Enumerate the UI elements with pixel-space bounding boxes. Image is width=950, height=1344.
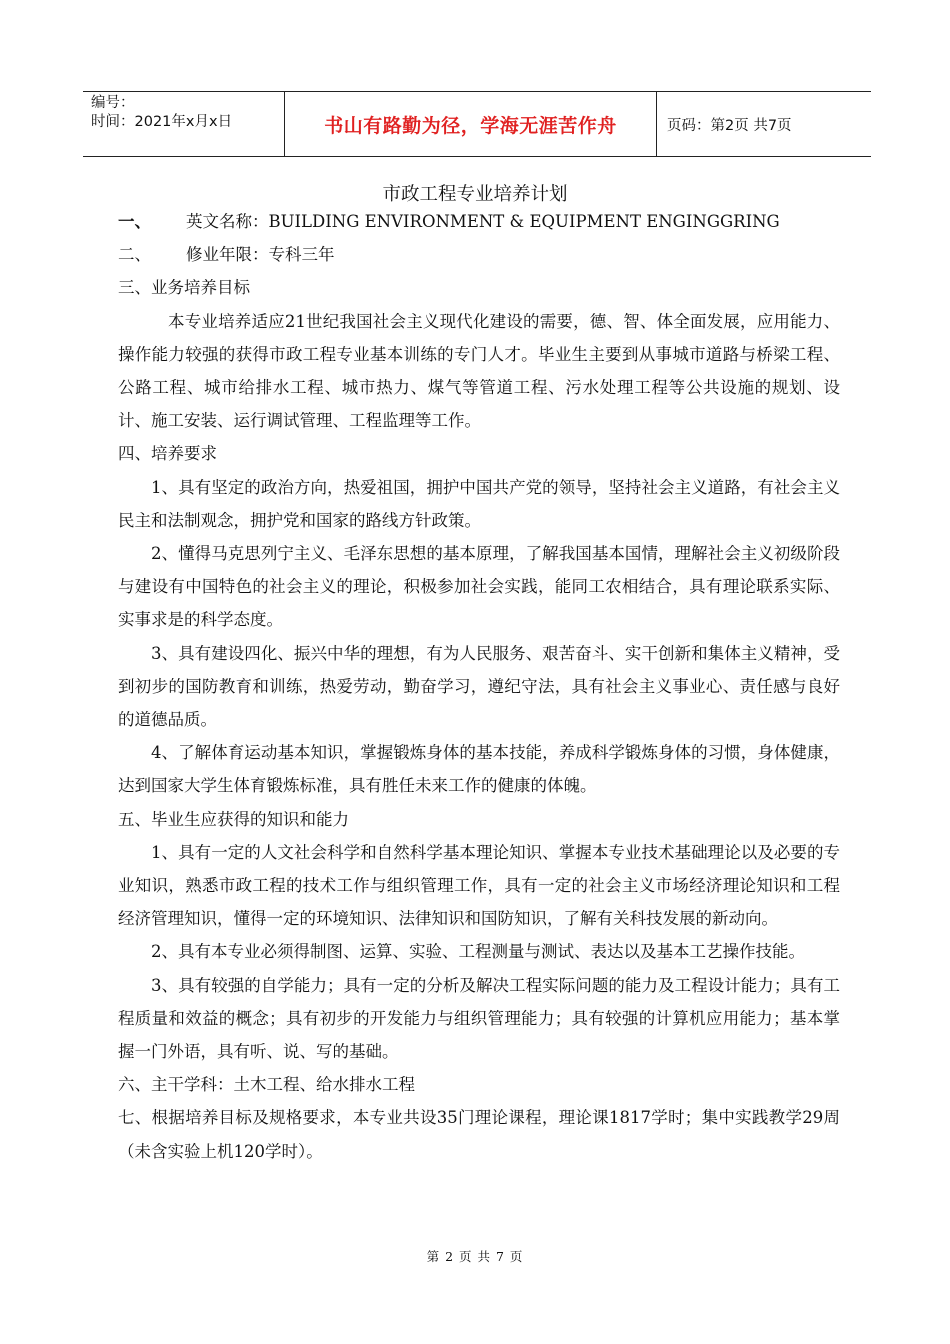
- document-body: [118, 205, 840, 1168]
- section-4-item-3: 3、具有建设四化、振兴中华的理想，有为人民服务、艰苦奋斗、实干创新和集体主义精神，受到初步的国防教育和训练，热爱劳动，勤奋学习，遵纪守法，具有社会主义事业心、责任感与良好的道德品质。: [118, 643, 840, 730]
- section-5-heading: 五、毕业生应获得的知识和能力: [118, 809, 349, 829]
- section-3-paragraph: 本专业培养适应21世纪我国社会主义现代化建设的需要，德、智、体全面发展，应用能力、操作能力较强的获得市政工程专业基本训练的专门人才。毕业生主要到从事城市道路与桥梁工程、公路工程、城市给排水工程、城市热力、煤气等管道工程、污水处理工程等公共设施的规划、设计、施工安装、运行调试管理、工程监理等工作。: [118, 311, 840, 431]
- section-5-item-2: 2、具有本专业必须得制图、运算、实验、工程测量与测试、表达以及基本工艺操作技能。: [151, 942, 805, 962]
- section-4-item-4: 4、了解体育运动基本知识，掌握锻炼身体的基本技能，养成科学锻炼身体的习惯，身体健康，达到国家大学生体育锻炼标准，具有胜任未来工作的健康的体魄。: [118, 743, 840, 796]
- document-title: 市政工程专业培养计划: [382, 184, 568, 205]
- section-1-number: 一、: [118, 212, 151, 231]
- section-2-text: 修业年限：专科三年: [186, 245, 335, 265]
- document-header-table: [83, 91, 871, 157]
- header-page-info: 页码：第2页 共7页: [667, 117, 792, 134]
- section-5-item-1: 1、具有一定的人文社会科学和自然科学基本理论知识、掌握本专业技术基础理论以及必要的专业知识，熟悉市政工程的技术工作与组织管理工作，具有一定的社会主义市场经济理论知识和工程经济管理知识，懂得一定的环境知识、法律知识和国防知识，了解有关科技发展的新动向。: [118, 842, 840, 929]
- section-2: [118, 238, 840, 271]
- section-1-text: 英文名称：BUILDING ENVIRONMENT & EQUIPMENT ENGINGGRING: [186, 212, 780, 231]
- section-1: [118, 205, 840, 238]
- section-4-item-2: 2、懂得马克思列宁主义、毛泽东思想的基本原理，了解我国基本国情，理解社会主义初级阶段与建设有中国特色的社会主义的理论，积极参加社会实践，能同工农相结合，具有理论联系实际、实事求是的科学态度。: [118, 544, 840, 630]
- time-label: 时间：2021年x月x日: [91, 114, 233, 130]
- section-3-heading: 三、业务培养目标: [118, 278, 250, 298]
- page-footer: 第 2 页 共 7 页: [426, 1249, 524, 1264]
- section-4-heading: 四、培养要求: [118, 444, 217, 464]
- section-6-line: 六、主干学科：土木工程、给水排水工程: [118, 1075, 415, 1095]
- header-meta: [83, 92, 285, 156]
- section-2-number: 二、: [118, 245, 151, 265]
- section-4-item-1: 1、具有坚定的政治方向，热爱祖国，拥护中国共产党的领导，坚持社会主义道路，有社会主义民主和法制观念，拥护党和国家的路线方针政策。: [118, 477, 840, 530]
- header-motto: 书山有路勤为径，学海无涯苦作舟: [285, 92, 657, 156]
- section-7-paragraph: 七、根据培养目标及规格要求，本专业共设35门理论课程，理论课1817学时；集中实践教学29周（未含实验上机120学时）。: [118, 1108, 840, 1161]
- number-label: 编号：: [91, 95, 135, 111]
- section-5-item-3: 3、具有较强的自学能力；具有一定的分析及解决工程实际问题的能力及工程设计能力；具有工程质量和效益的概念；具有初步的开发能力与组织管理能力；具有较强的计算机应用能力；基本掌握一门外语，具有听、说、写的基础。: [118, 975, 840, 1062]
